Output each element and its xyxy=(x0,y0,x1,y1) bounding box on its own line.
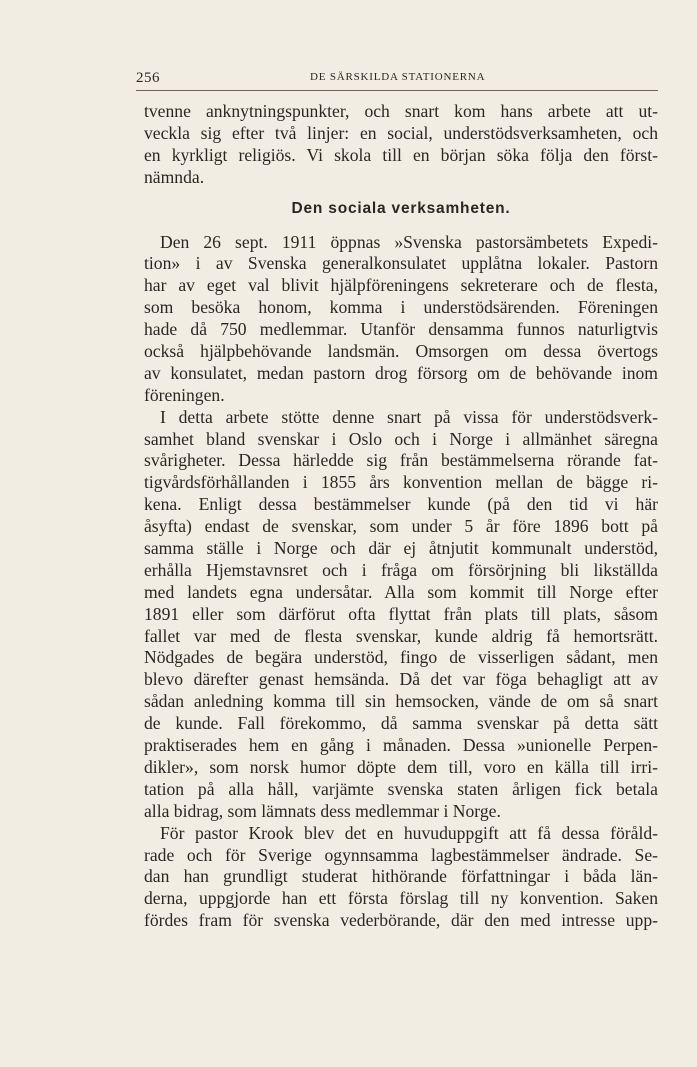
text-line: fördes fram för svenska vederbörande, där den med intresse upp- xyxy=(144,910,658,931)
text-line: svårigheter. Dessa härledde sig från bestämmelserna rörande fat- xyxy=(144,450,658,471)
text-line: av konsulatet, medan pastorn drog försorg om de behövande inom xyxy=(144,362,658,383)
text-line: Nödgades de begära understöd, fingo de visserligen sådant, men xyxy=(144,647,658,668)
text-line: samma ställe i Norge och där ej åtnjutit kommunalt understöd, xyxy=(144,538,658,559)
running-title: DE SÄRSKILDA STATIONERNA xyxy=(310,71,486,83)
section-heading: Den sociala verksamheten. xyxy=(291,199,511,217)
text-line: tigvårdsförhållanden i 1855 års konvention mellan de bägge ri- xyxy=(144,472,658,493)
body-text xyxy=(144,101,658,932)
text-line: rade och för Sverige ogynnsamma lagbestämmelser ändrade. Se- xyxy=(144,844,658,865)
text-line: dan han grundligt studerat hithörande författningar i båda län- xyxy=(144,866,658,887)
text-line: en kyrkligt religiös. Vi skola till en början söka följa den först- xyxy=(144,144,658,165)
text-line: 1891 eller som därförut ofta flyttat från plats till plats, såsom xyxy=(144,603,658,624)
text-line: I detta arbete stötte denne snart på vissa för understödsverk- xyxy=(160,406,658,427)
text-line: fallet var med de flesta svenskar, kunde aldrig få hemortsrätt. xyxy=(144,625,658,646)
text-line: också hjälpbehövande landsmän. Omsorgen om dessa övertogs xyxy=(144,341,658,362)
text-line: alla bidrag, som lämnats dess medlemmar i Norge. xyxy=(144,800,501,821)
paragraph-2 xyxy=(144,407,658,823)
text-line: För pastor Krook blev det en huvuduppgift att få dessa föråld- xyxy=(160,822,658,843)
text-line: som besöka honom, komma i understödsärenden. Föreningen xyxy=(144,297,658,318)
text-line: veckla sig efter två linjer: en social, understödsverksamheten, och xyxy=(144,122,658,143)
text-line: tion» i av Svenska generalkonsulatet upplåtna lokaler. Pastorn xyxy=(144,253,658,274)
text-line: praktiserades hem en gång i månaden. Dessa »unionelle Perpen- xyxy=(144,735,658,756)
header-rule xyxy=(136,90,658,91)
text-line: blevo därefter genast hemsända. Då det var föga behagligt att av xyxy=(144,669,658,690)
text-line: hade då 750 medlemmar. Utanför densamma funnos naturligtvis xyxy=(144,319,658,340)
text-line: erhålla Hjemstavnsret och i fråga om försörjning bli likställda xyxy=(144,559,658,580)
intro-paragraph xyxy=(144,101,658,189)
text-line: nämnda. xyxy=(144,166,205,187)
text-line: tation på alla håll, varjämte svenska staten årligen fick betala xyxy=(144,778,658,799)
text-line: åsyfta) endast de svenskar, som under 5 år före 1896 bott på xyxy=(144,516,658,537)
text-line: sådan anledning komma till sin hemsocken, vände de om så snart xyxy=(144,691,658,712)
paragraph-1 xyxy=(144,232,658,407)
text-line: samhet bland svenskar i Oslo och i Norge i allmänhet säregna xyxy=(144,428,658,449)
text-line: de kunde. Fall förekommo, då samma svenskar på detta sätt xyxy=(144,713,658,734)
paragraph-3 xyxy=(144,823,658,932)
running-header xyxy=(136,70,658,88)
text-line: tvenne anknytningspunkter, och snart kom hans arbete att ut- xyxy=(144,101,658,121)
text-line: med landets egna undersåtar. Alla som kommit till Norge efter xyxy=(144,581,658,602)
text-line: föreningen. xyxy=(144,384,225,405)
text-line: kena. Enligt dessa bestämmelser kunde (på den tid vi här xyxy=(144,494,658,515)
text-line: dikler», som norsk humor döpte dem till, voro en källa till irri- xyxy=(144,756,658,777)
text-line: derna, uppgjorde han ett första förslag till ny konvention. Saken xyxy=(144,888,658,909)
text-line: har av eget val blivit hjälpföreningens sekreterare och de flesta, xyxy=(144,275,658,296)
page-number: 256 xyxy=(136,70,160,86)
text-line: Den 26 sept. 1911 öppnas »Svenska pastorsämbetets Expedi- xyxy=(160,231,658,252)
